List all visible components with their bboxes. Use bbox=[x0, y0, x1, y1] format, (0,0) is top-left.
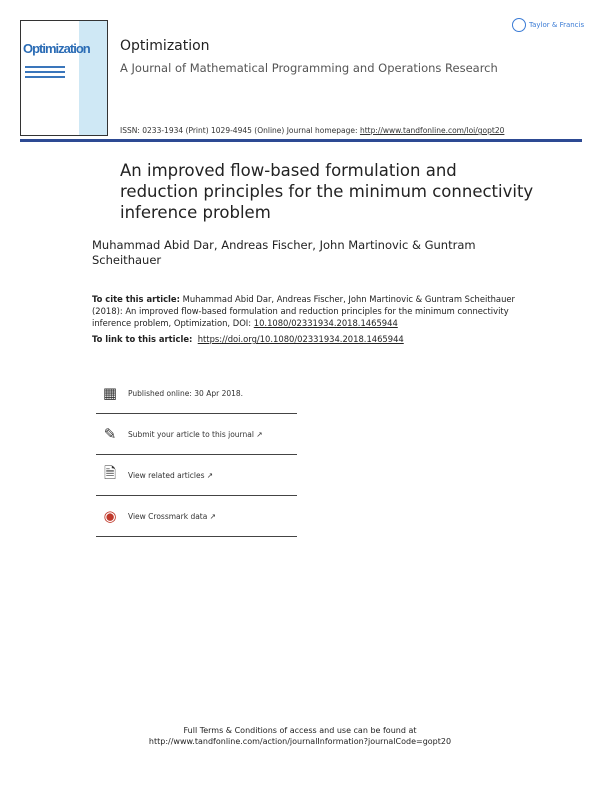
article-link[interactable]: https://doi.org/10.1080/02331934.2018.1465944 bbox=[197, 334, 404, 344]
item-label: Published online: 30 Apr 2018. bbox=[128, 388, 244, 398]
journal-homepage-link[interactable]: http://www.tandfonline.com/loi/gopt20 bbox=[359, 126, 505, 135]
published-online bbox=[96, 373, 297, 414]
cover-logo: Optimization bbox=[23, 41, 90, 56]
related-articles-icon: 🗎 bbox=[103, 463, 117, 482]
publisher-name: Taylor & Francis bbox=[529, 21, 585, 29]
edit-icon: ✎ bbox=[103, 425, 117, 443]
citation bbox=[92, 293, 532, 329]
footer-text: Full Terms & Conditions of access and use can be found at bbox=[183, 726, 417, 735]
link-label: To link to this article: bbox=[92, 334, 193, 344]
issn-text: ISSN: 0233-1934 (Print) 1029-4945 (Online) Journal homepage: bbox=[120, 126, 360, 135]
journal-subtitle: A Journal of Mathematical Programming and Operations Research bbox=[120, 61, 498, 75]
article-link-line bbox=[92, 334, 404, 344]
item-label: Submit your article to this journal bbox=[128, 429, 254, 439]
crossmark-link[interactable] bbox=[96, 496, 297, 537]
publisher-logo-icon bbox=[512, 18, 526, 32]
article-authors: Muhammad Abid Dar, Andreas Fischer, John Martinovic & Guntram Scheithauer bbox=[92, 238, 476, 267]
calendar-icon: ▦ bbox=[102, 384, 118, 402]
crossmark-icon: ◉ bbox=[103, 507, 117, 525]
cite-label: To cite this article: bbox=[92, 294, 180, 304]
doi-link[interactable]: 10.1080/02331934.2018.1465944 bbox=[253, 318, 398, 328]
article-title: An improved flow-based formulation and reduction principles for the minimum connectivity inference problem bbox=[120, 161, 534, 222]
submit-article-link[interactable] bbox=[96, 414, 297, 455]
footer bbox=[0, 725, 600, 747]
item-label: View Crossmark data bbox=[128, 511, 208, 521]
external-link-icon: ↗ bbox=[206, 470, 214, 480]
issn-line bbox=[120, 126, 504, 135]
journal-title: Optimization bbox=[120, 38, 210, 54]
journal-cover-image bbox=[20, 20, 108, 136]
cite-text: Muhammad Abid Dar, Andreas Fischer, John Martinovic & Guntram Scheithauer (2018): An improved flow-based formulation and reduction principles for the minimum connectivity inference problem, Optimization, DOI: bbox=[92, 294, 515, 328]
item-label: View related articles bbox=[128, 470, 205, 480]
publisher-logo bbox=[512, 18, 584, 32]
related-articles-link[interactable] bbox=[96, 455, 297, 496]
external-link-icon: ↗ bbox=[209, 511, 217, 521]
header-divider bbox=[20, 139, 582, 142]
footer-link[interactable]: http://www.tandfonline.com/action/journalInformation?journalCode=gopt20 bbox=[148, 737, 452, 746]
external-link-icon: ↗ bbox=[256, 429, 263, 439]
